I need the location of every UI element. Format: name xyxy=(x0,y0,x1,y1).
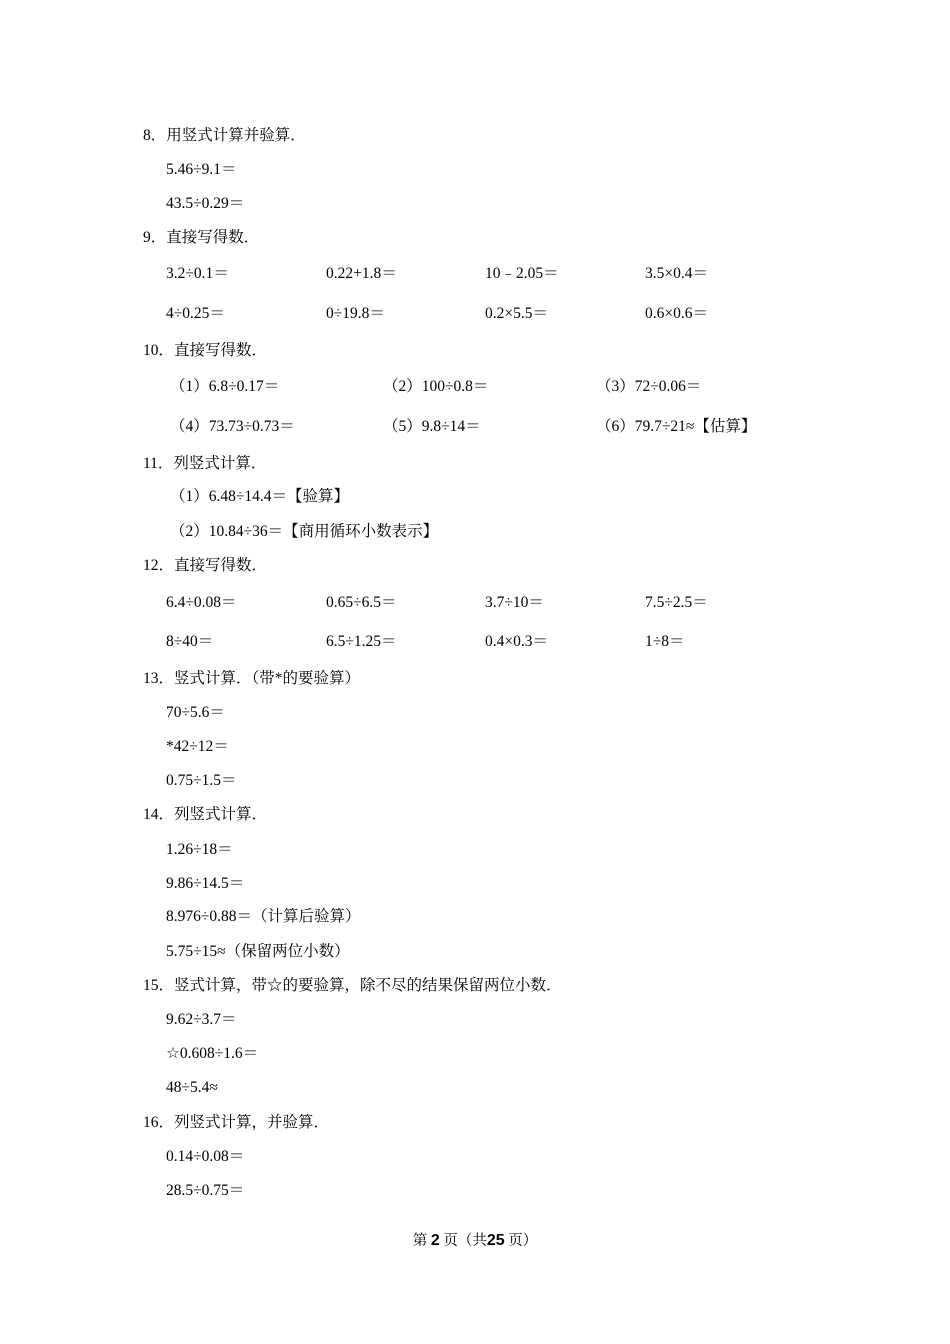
question-11-item-2: （2）10.84÷36＝【商用循环小数表示】 xyxy=(170,523,439,540)
question-15-item-3: 48÷5.4≈ xyxy=(166,1079,218,1096)
question-13-item-2: *42÷12＝ xyxy=(166,738,229,755)
question-15-item-2: ☆0.608÷1.6＝ xyxy=(166,1045,259,1062)
question-9-r1-c2: 0.22+1.8＝ xyxy=(326,265,397,282)
question-14-item-4: 5.75÷15≈（保留两位小数） xyxy=(166,943,350,960)
question-10-r2-c2: （5）9.8÷14＝ xyxy=(383,418,481,435)
question-16-title: 16．列竖式计算，并验算． xyxy=(143,1114,330,1131)
question-14-item-3: 8.976÷0.88＝（计算后验算） xyxy=(166,908,361,925)
question-10-title: 10．直接写得数． xyxy=(143,342,268,359)
question-10-r1-c2: （2）100÷0.8＝ xyxy=(383,378,489,395)
question-15-item-1: 9.62÷3.7＝ xyxy=(166,1011,237,1028)
question-16-item-2: 28.5÷0.75＝ xyxy=(166,1182,245,1199)
question-10-r1-c3: （3）72÷0.06＝ xyxy=(596,378,702,395)
question-12-r1-c3: 3.7÷10＝ xyxy=(485,594,544,611)
question-9-r1-c1: 3.2÷0.1＝ xyxy=(166,265,229,282)
question-9-r2-c2: 0÷19.8＝ xyxy=(326,305,385,322)
question-9-r2-c3: 0.2×5.5＝ xyxy=(485,305,548,322)
question-14-item-2: 9.86÷14.5＝ xyxy=(166,875,245,892)
question-10-r2-c3: （6）79.7÷21≈【估算】 xyxy=(596,418,757,435)
question-13-item-3: 0.75÷1.5＝ xyxy=(166,772,237,789)
question-12-r2-c1: 8÷40＝ xyxy=(166,633,214,650)
question-12-title: 12．直接写得数． xyxy=(143,557,268,574)
footer-total-pages: 25 xyxy=(486,1232,505,1249)
question-8-title: 8．用竖式计算并验算． xyxy=(143,127,306,144)
question-15-title: 15．竖式计算，带☆的要验算，除不尽的结果保留两位小数． xyxy=(143,977,562,994)
question-12-r1-c1: 6.4÷0.08＝ xyxy=(166,594,237,611)
question-8-item-2: 43.5÷0.29＝ xyxy=(166,195,245,212)
footer-prefix: 第 xyxy=(412,1233,428,1249)
question-10-r1-c1: （1）6.8÷0.17＝ xyxy=(170,378,280,395)
question-16-item-1: 0.14÷0.08＝ xyxy=(166,1148,245,1165)
question-12-r1-c4: 7.5÷2.5＝ xyxy=(645,594,708,611)
question-9-r2-c4: 0.6×0.6＝ xyxy=(645,305,708,322)
question-13-item-1: 70÷5.6＝ xyxy=(166,704,225,721)
question-14-title: 14．列竖式计算． xyxy=(143,806,268,823)
question-11-title: 11．列竖式计算． xyxy=(143,455,267,472)
question-13-title: 13．竖式计算．（带*的要验算） xyxy=(143,670,361,687)
question-9-r1-c4: 3.5×0.4＝ xyxy=(645,265,708,282)
question-12-r2-c2: 6.5÷1.25＝ xyxy=(326,633,397,650)
footer-page-number: 2 xyxy=(430,1232,440,1249)
question-9-r2-c1: 4÷0.25＝ xyxy=(166,305,225,322)
question-9-title: 9．直接写得数． xyxy=(143,229,260,246)
footer-middle: 页（共 xyxy=(443,1233,487,1249)
question-10-r2-c1: （4）73.73÷0.73＝ xyxy=(170,418,295,435)
question-8-item-1: 5.46÷9.1＝ xyxy=(166,161,237,178)
question-11-item-1: （1）6.48÷14.4＝【验算】 xyxy=(170,488,350,505)
footer-suffix: 页） xyxy=(508,1233,538,1249)
question-12-r1-c2: 0.65÷6.5＝ xyxy=(326,594,397,611)
question-14-item-1: 1.26÷18＝ xyxy=(166,841,233,858)
question-12-r2-c3: 0.4×0.3＝ xyxy=(485,633,548,650)
page-footer xyxy=(0,1229,950,1250)
question-9-r1-c3: 10﹣2.05＝ xyxy=(485,265,559,282)
question-12-r2-c4: 1÷8＝ xyxy=(645,633,685,650)
